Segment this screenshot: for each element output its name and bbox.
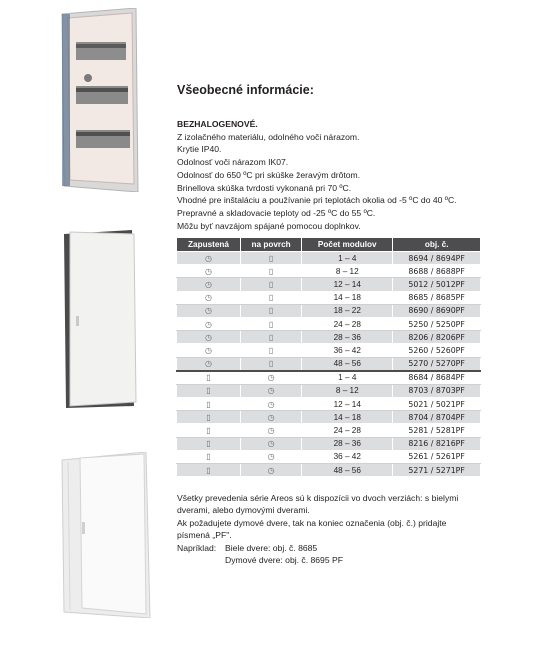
table-row — [177, 450, 481, 463]
surface-icon: ▯ — [241, 278, 302, 291]
order-number-cell: 5271 / 5271PF — [393, 464, 481, 477]
header-flush: Zapustená — [177, 238, 241, 252]
surface-icon: ◷ — [241, 464, 302, 477]
info-line: Prepravné a skladovacie teploty od -25 ºC do 55 ºC. — [177, 207, 376, 218]
surface-icon: ◷ — [241, 411, 302, 424]
modules-cell: 24 – 28 — [302, 424, 393, 437]
modules-cell: 48 – 56 — [302, 357, 393, 371]
modules-cell: 12 – 14 — [302, 398, 393, 411]
general-info — [177, 118, 537, 232]
info-line: Z izolačného materiálu, odolného voči nárazom. — [177, 131, 360, 142]
modules-cell: 18 – 22 — [302, 304, 393, 317]
table-row — [177, 278, 481, 291]
order-number-cell: 5270 / 5270PF — [393, 357, 481, 371]
table-row — [177, 357, 481, 371]
flush-icon: ▯ — [177, 371, 241, 385]
surface-icon: ◷ — [241, 371, 302, 385]
table-row — [177, 424, 481, 437]
table-row — [177, 317, 481, 330]
table-row — [177, 252, 481, 265]
surface-icon: ◷ — [241, 450, 302, 463]
info-line: Vhodné pre inštaláciu a používanie pri teplotách okolia od -5 ºC do 40 ºC. — [177, 195, 457, 206]
table-row — [177, 304, 481, 317]
table-header-row — [177, 238, 481, 252]
models-table — [176, 237, 481, 477]
table-row — [177, 331, 481, 344]
table-row — [177, 464, 481, 477]
flush-icon: ◷ — [177, 344, 241, 357]
page-title: Všeobecné informácie: — [177, 83, 314, 97]
flush-icon: ◷ — [177, 278, 241, 291]
surface-icon: ▯ — [241, 304, 302, 317]
modules-cell: 8 – 12 — [302, 265, 393, 278]
surface-icon: ▯ — [241, 331, 302, 344]
surface-icon: ▯ — [241, 357, 302, 371]
table-row — [177, 384, 481, 397]
modules-cell: 36 – 42 — [302, 344, 393, 357]
example-white-door: Biele dvere: obj. č. 8685 — [225, 542, 318, 553]
surface-icon: ▯ — [241, 252, 302, 265]
order-number-cell: 8690 / 8690PF — [393, 304, 481, 317]
flush-icon: ▯ — [177, 424, 241, 437]
order-number-cell: 8206 / 8206PF — [393, 331, 481, 344]
header-surface: na povrch — [241, 238, 302, 252]
modules-cell: 14 – 18 — [302, 291, 393, 304]
header-order-number: obj. č. — [393, 238, 481, 252]
example-row — [177, 542, 458, 554]
info-line: Odolnosť do 650 ºC pri skúške žeravým drôtom. — [177, 169, 361, 180]
order-number-cell: 5281 / 5281PF — [393, 424, 481, 437]
modules-cell: 48 – 56 — [302, 464, 393, 477]
surface-icon: ◷ — [241, 424, 302, 437]
modules-cell: 36 – 42 — [302, 450, 393, 463]
notes — [177, 492, 458, 566]
order-number-cell: 8704 / 8704PF — [393, 411, 481, 424]
table-row — [177, 411, 481, 424]
table-row — [177, 344, 481, 357]
surface-icon: ▯ — [241, 291, 302, 304]
flush-icon: ▯ — [177, 464, 241, 477]
flush-icon: ◷ — [177, 265, 241, 278]
table-row — [177, 291, 481, 304]
modules-cell: 1 – 4 — [302, 252, 393, 265]
modules-cell: 24 – 28 — [302, 317, 393, 330]
example-row — [177, 554, 458, 566]
note-line: písmená „PF". — [177, 530, 232, 541]
modules-cell: 14 – 18 — [302, 411, 393, 424]
white-door-cabinet-photo — [62, 230, 138, 408]
info-title: BEZHALOGENOVÉ. — [177, 119, 258, 129]
order-number-cell: 8703 / 8703PF — [393, 384, 481, 397]
flush-icon: ◷ — [177, 317, 241, 330]
order-number-cell: 8685 / 8685PF — [393, 291, 481, 304]
note-line: Všetky prevedenia série Areos sú k dispozícii vo dvoch verziách: s bielymi — [177, 493, 459, 503]
order-number-cell: 5261 / 5261PF — [393, 450, 481, 463]
order-number-cell: 8694 / 8694PF — [393, 252, 481, 265]
flush-icon: ▯ — [177, 450, 241, 463]
info-line: Odolnosť voči nárazom IK07. — [177, 157, 289, 168]
flush-icon: ▯ — [177, 411, 241, 424]
order-number-cell: 8684 / 8684PF — [393, 371, 481, 385]
surface-icon: ▯ — [241, 265, 302, 278]
modules-cell: 1 – 4 — [302, 371, 393, 385]
info-line: Brinellova skúška tvrdosti vykonaná pri 70 ºC. — [177, 182, 352, 193]
open-cabinet-photo — [58, 8, 142, 192]
modules-cell: 8 – 12 — [302, 384, 393, 397]
order-number-cell: 5250 / 5250PF — [393, 317, 481, 330]
info-line: Krytie IP40. — [177, 144, 222, 155]
table-row — [177, 371, 481, 385]
surface-icon: ▯ — [241, 317, 302, 330]
flush-icon: ◷ — [177, 252, 241, 265]
flush-icon: ◷ — [177, 331, 241, 344]
modules-cell: 28 – 36 — [302, 437, 393, 450]
order-number-cell: 5260 / 5260PF — [393, 344, 481, 357]
flush-icon: ◷ — [177, 291, 241, 304]
flush-icon: ▯ — [177, 384, 241, 397]
modules-cell: 12 – 14 — [302, 278, 393, 291]
info-line: Môžu byť navzájom spájané pomocou doplnkov. — [177, 220, 361, 231]
surface-icon: ◷ — [241, 384, 302, 397]
surface-icon: ◷ — [241, 437, 302, 450]
header-modules: Počet modulov — [302, 238, 393, 252]
order-number-cell: 8688 / 8688PF — [393, 265, 481, 278]
note-line: Ak požadujete dymové dvere, tak na koniec označenia (obj. č.) pridajte — [177, 517, 447, 528]
note-line: dverami, alebo dymovými dverami. — [177, 505, 310, 516]
flush-icon: ▯ — [177, 437, 241, 450]
table-row — [177, 398, 481, 411]
flush-icon: ◷ — [177, 304, 241, 317]
order-number-cell: 5012 / 5012PF — [393, 278, 481, 291]
flush-icon: ◷ — [177, 357, 241, 371]
modules-cell: 28 – 36 — [302, 331, 393, 344]
order-number-cell: 5021 / 5021PF — [393, 398, 481, 411]
table-row — [177, 265, 481, 278]
white-door-surface-cabinet-photo — [60, 452, 152, 618]
table-row — [177, 437, 481, 450]
surface-icon: ▯ — [241, 344, 302, 357]
order-number-cell: 8216 / 8216PF — [393, 437, 481, 450]
flush-icon: ▯ — [177, 398, 241, 411]
example-smoked-door: Dymové dvere: obj. č. 8695 PF — [225, 555, 343, 566]
example-label: Napríklad: — [177, 542, 217, 553]
surface-icon: ◷ — [241, 398, 302, 411]
